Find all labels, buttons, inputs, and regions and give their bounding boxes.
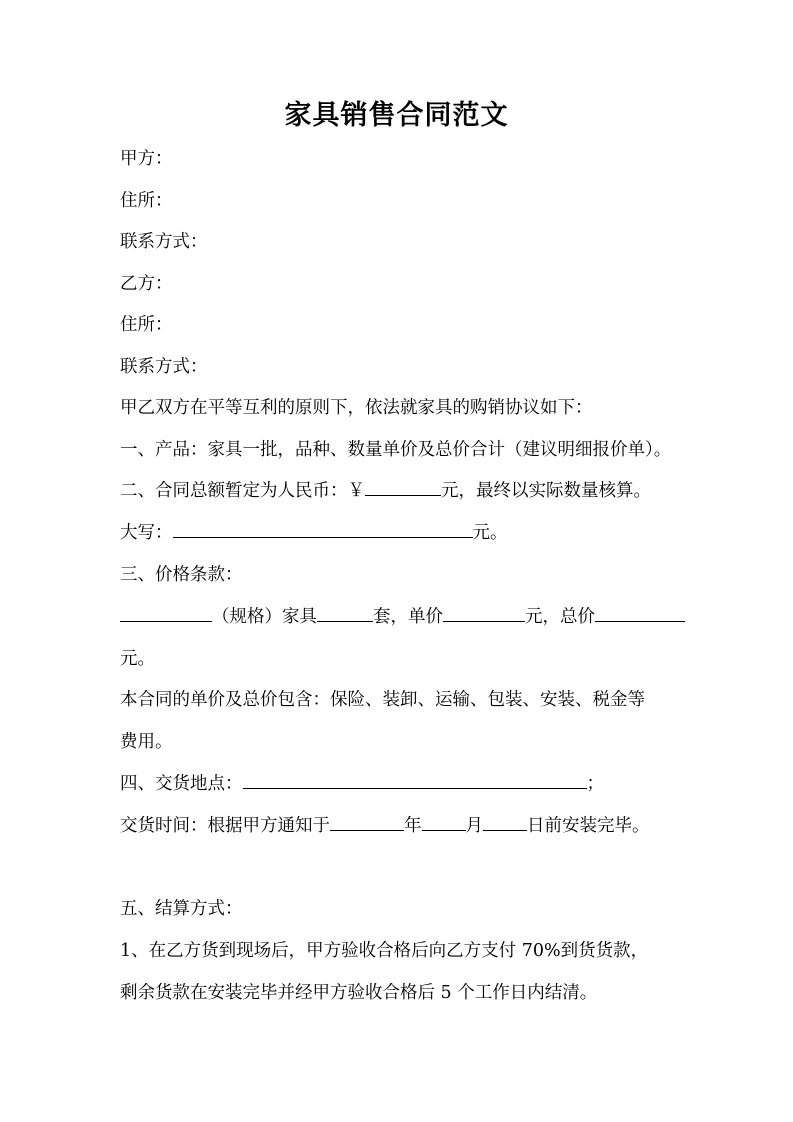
party-b-label: 乙方： <box>120 274 173 294</box>
party-a-contact-label: 联系方式： <box>120 232 208 252</box>
document-title: 家具销售合同范文 <box>284 100 509 131</box>
capital-prefix: 大写： <box>120 523 173 543</box>
clause-2-total-amount <box>120 477 680 505</box>
total-price-blank <box>595 603 685 622</box>
price-spec-text: （规格）家具 <box>212 607 317 627</box>
delivery-prefix: 交货时间：根据甲方通知于 <box>120 816 330 836</box>
intro-paragraph: 甲乙双方在平等互利的原则下，依法就家具的购销协议如下： <box>120 398 593 418</box>
delivery-place-blank <box>243 770 587 789</box>
amount-blank <box>365 477 441 496</box>
clause-2-prefix: 二、合同总额暂定为人民币：￥ <box>120 481 365 501</box>
price-end: 元。 <box>120 649 155 669</box>
delivery-day-blank <box>483 812 527 831</box>
party-b-address-label: 住所： <box>120 315 173 335</box>
delivery-month-label: 月 <box>465 816 483 836</box>
delivery-suffix: 日前安装完毕。 <box>527 816 650 836</box>
price-unit-text: 元，总价 <box>525 607 595 627</box>
unit-price-blank <box>443 603 525 622</box>
price-set-text: 套，单价 <box>373 607 443 627</box>
settlement-line-2: 剩余货款在安装完毕并经甲方验收合格后 5 个工作日内结清。 <box>120 983 598 1003</box>
clause-4-delivery-place <box>120 770 680 798</box>
spec-blank <box>120 603 212 622</box>
clause-1-product: 一、产品：家具一批，品种、数量单价及总价合计（建议明细报价单）。 <box>120 440 672 460</box>
set-count-blank <box>317 603 373 622</box>
clause-5-settlement: 五、结算方式： <box>120 899 243 919</box>
clause-4-prefix: 四、交货地点： <box>120 774 243 794</box>
capital-suffix: 元。 <box>472 523 508 543</box>
clause-2-suffix: 元，最终以实际数量核算。 <box>441 481 651 501</box>
delivery-year-label: 年 <box>404 816 422 836</box>
includes-line-1: 本合同的单价及总价包含：保险、装卸、运输、包装、安装、税金等 <box>120 690 645 710</box>
clause-3-price-terms: 三、价格条款： <box>120 565 243 585</box>
party-b-contact-label: 联系方式： <box>120 357 208 377</box>
capital-amount-blank <box>173 519 473 538</box>
capital-amount-line <box>120 519 680 547</box>
delivery-time-line <box>120 812 680 840</box>
delivery-year-blank <box>330 812 404 831</box>
price-spec-line <box>120 603 680 631</box>
clause-4-suffix: ； <box>586 774 604 794</box>
party-a-label: 甲方： <box>120 149 173 169</box>
delivery-month-blank <box>422 812 466 831</box>
party-a-address-label: 住所： <box>120 191 173 211</box>
settlement-line-1: 1、在乙方货到现场后，甲方验收合格后向乙方支付 70%到货货款， <box>120 941 649 961</box>
includes-line-2: 费用。 <box>120 732 173 752</box>
